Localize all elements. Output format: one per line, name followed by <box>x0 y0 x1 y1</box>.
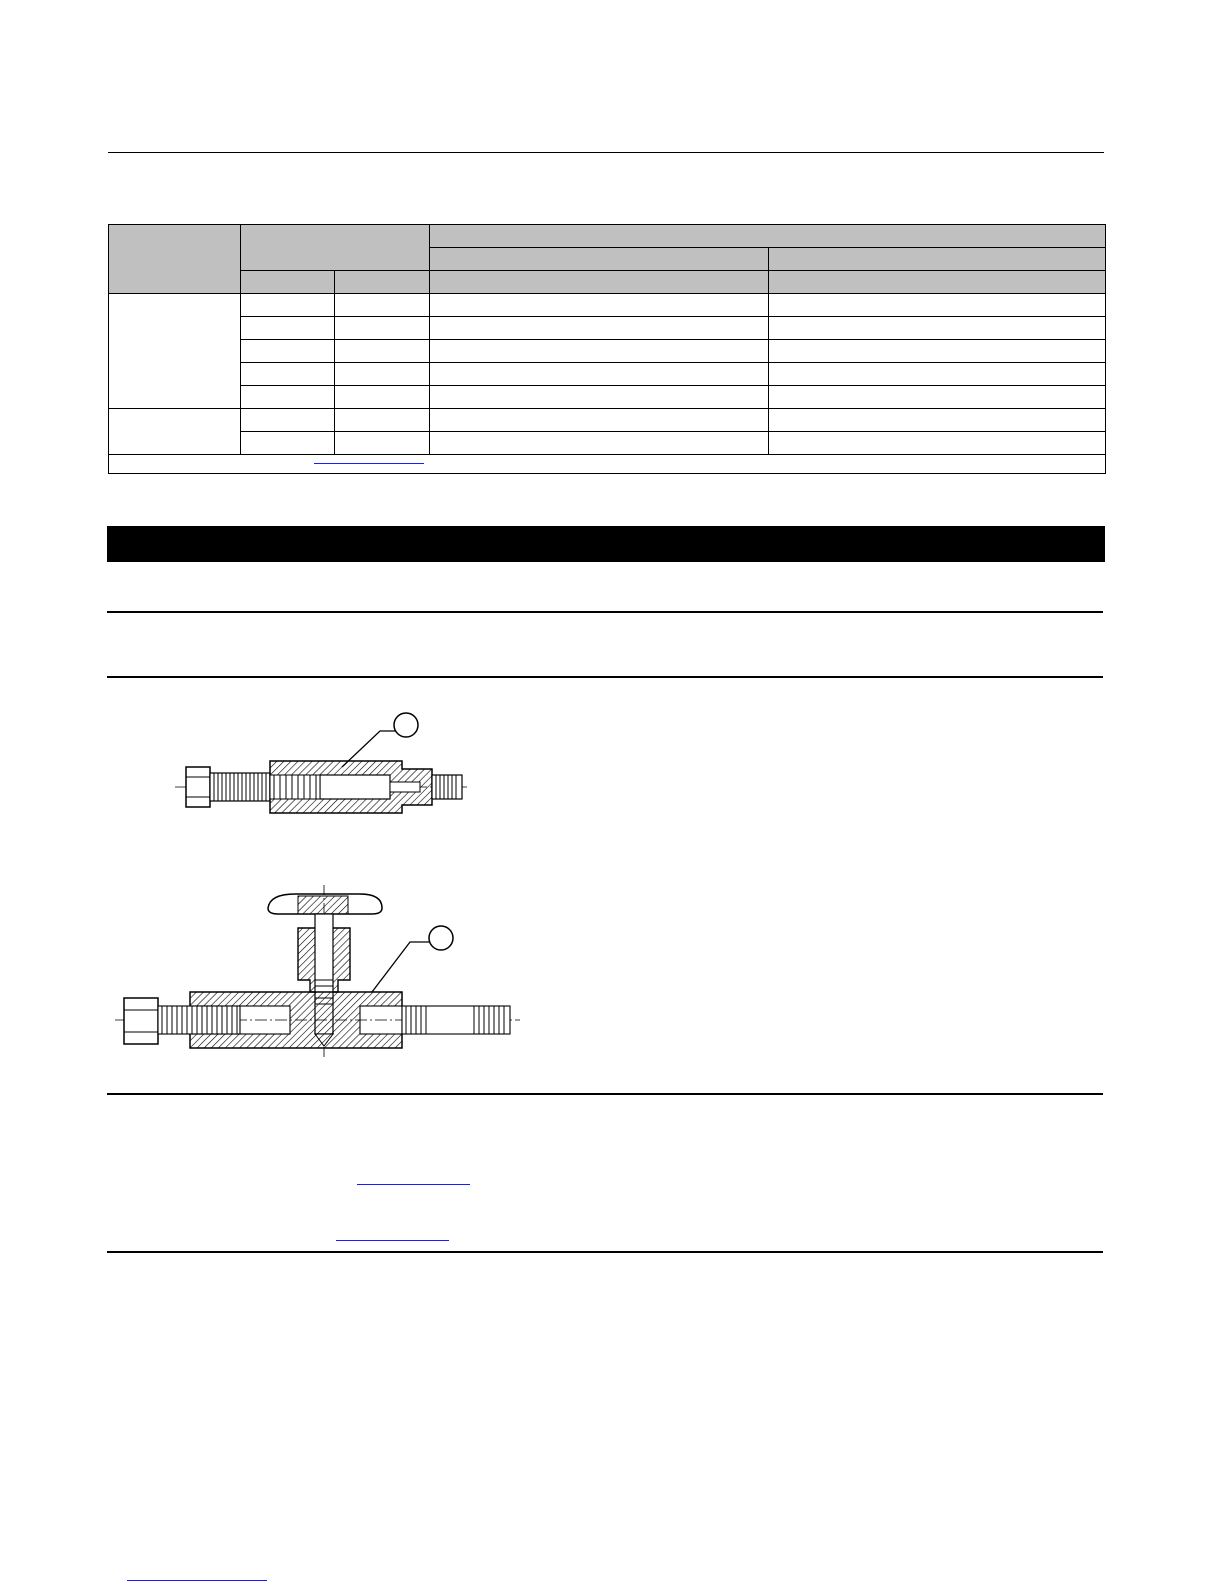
spec-table <box>108 224 1106 474</box>
spec-header-sub-a2 <box>335 271 430 294</box>
spec-header-group-b-sub1 <box>430 248 769 271</box>
section-title-bar <box>107 526 1105 562</box>
notes-link-1[interactable] <box>357 1184 470 1185</box>
table-cell <box>769 386 1106 409</box>
spec-header-sub-a1 <box>241 271 335 294</box>
table-note-row <box>109 455 1106 474</box>
table-cell <box>241 294 335 317</box>
table-cell <box>335 294 430 317</box>
table-cell <box>335 363 430 386</box>
table-row <box>109 432 1106 455</box>
table-cell <box>769 363 1106 386</box>
table-cell <box>335 409 430 432</box>
callout-circle-1 <box>394 713 418 737</box>
table-row <box>109 294 1106 317</box>
table-cell <box>430 340 769 363</box>
spec-header-col1 <box>109 225 241 294</box>
table-cell <box>241 340 335 363</box>
table-row <box>109 317 1106 340</box>
table-cell <box>241 317 335 340</box>
table-cell <box>241 432 335 455</box>
table-row <box>109 409 1106 432</box>
table-note <box>109 455 1106 474</box>
section-rule-2 <box>107 676 1103 678</box>
table-cell <box>769 432 1106 455</box>
table-cell <box>430 432 769 455</box>
spec-header-group-b <box>430 225 1106 248</box>
spec-header-group-a <box>241 225 430 271</box>
table-cell <box>430 363 769 386</box>
spec-header-sub-b2 <box>769 271 1106 294</box>
table-cell <box>335 317 430 340</box>
table-cell <box>241 363 335 386</box>
spec-header-sub-b1 <box>430 271 769 294</box>
table-cell <box>335 386 430 409</box>
notes-link-2[interactable] <box>336 1240 449 1241</box>
table-cell <box>335 340 430 363</box>
row-group-label <box>109 294 241 409</box>
callout-circle-2 <box>429 926 453 950</box>
table-cell <box>769 340 1106 363</box>
table-cell <box>769 317 1106 340</box>
table-row <box>109 340 1106 363</box>
header-rule <box>108 152 1104 153</box>
table-cell <box>335 432 430 455</box>
table-row <box>109 386 1106 409</box>
table-cell <box>769 409 1106 432</box>
footer-link[interactable] <box>127 1580 267 1581</box>
table-cell <box>769 294 1106 317</box>
table-cell <box>430 294 769 317</box>
table-cell <box>241 409 335 432</box>
row-group-label <box>109 409 241 455</box>
spec-header-group-b-sub2 <box>769 248 1106 271</box>
table-cell <box>241 386 335 409</box>
table-row <box>109 363 1106 386</box>
table-note-link[interactable] <box>314 463 424 464</box>
table-cell <box>430 317 769 340</box>
notes-rule-bottom <box>107 1251 1103 1253</box>
section-rule-1 <box>107 611 1103 613</box>
valve-drawing <box>110 880 530 1065</box>
table-cell <box>430 386 769 409</box>
notes-rule-top <box>107 1093 1103 1095</box>
table-cell <box>430 409 769 432</box>
adapter-drawing <box>170 705 480 830</box>
